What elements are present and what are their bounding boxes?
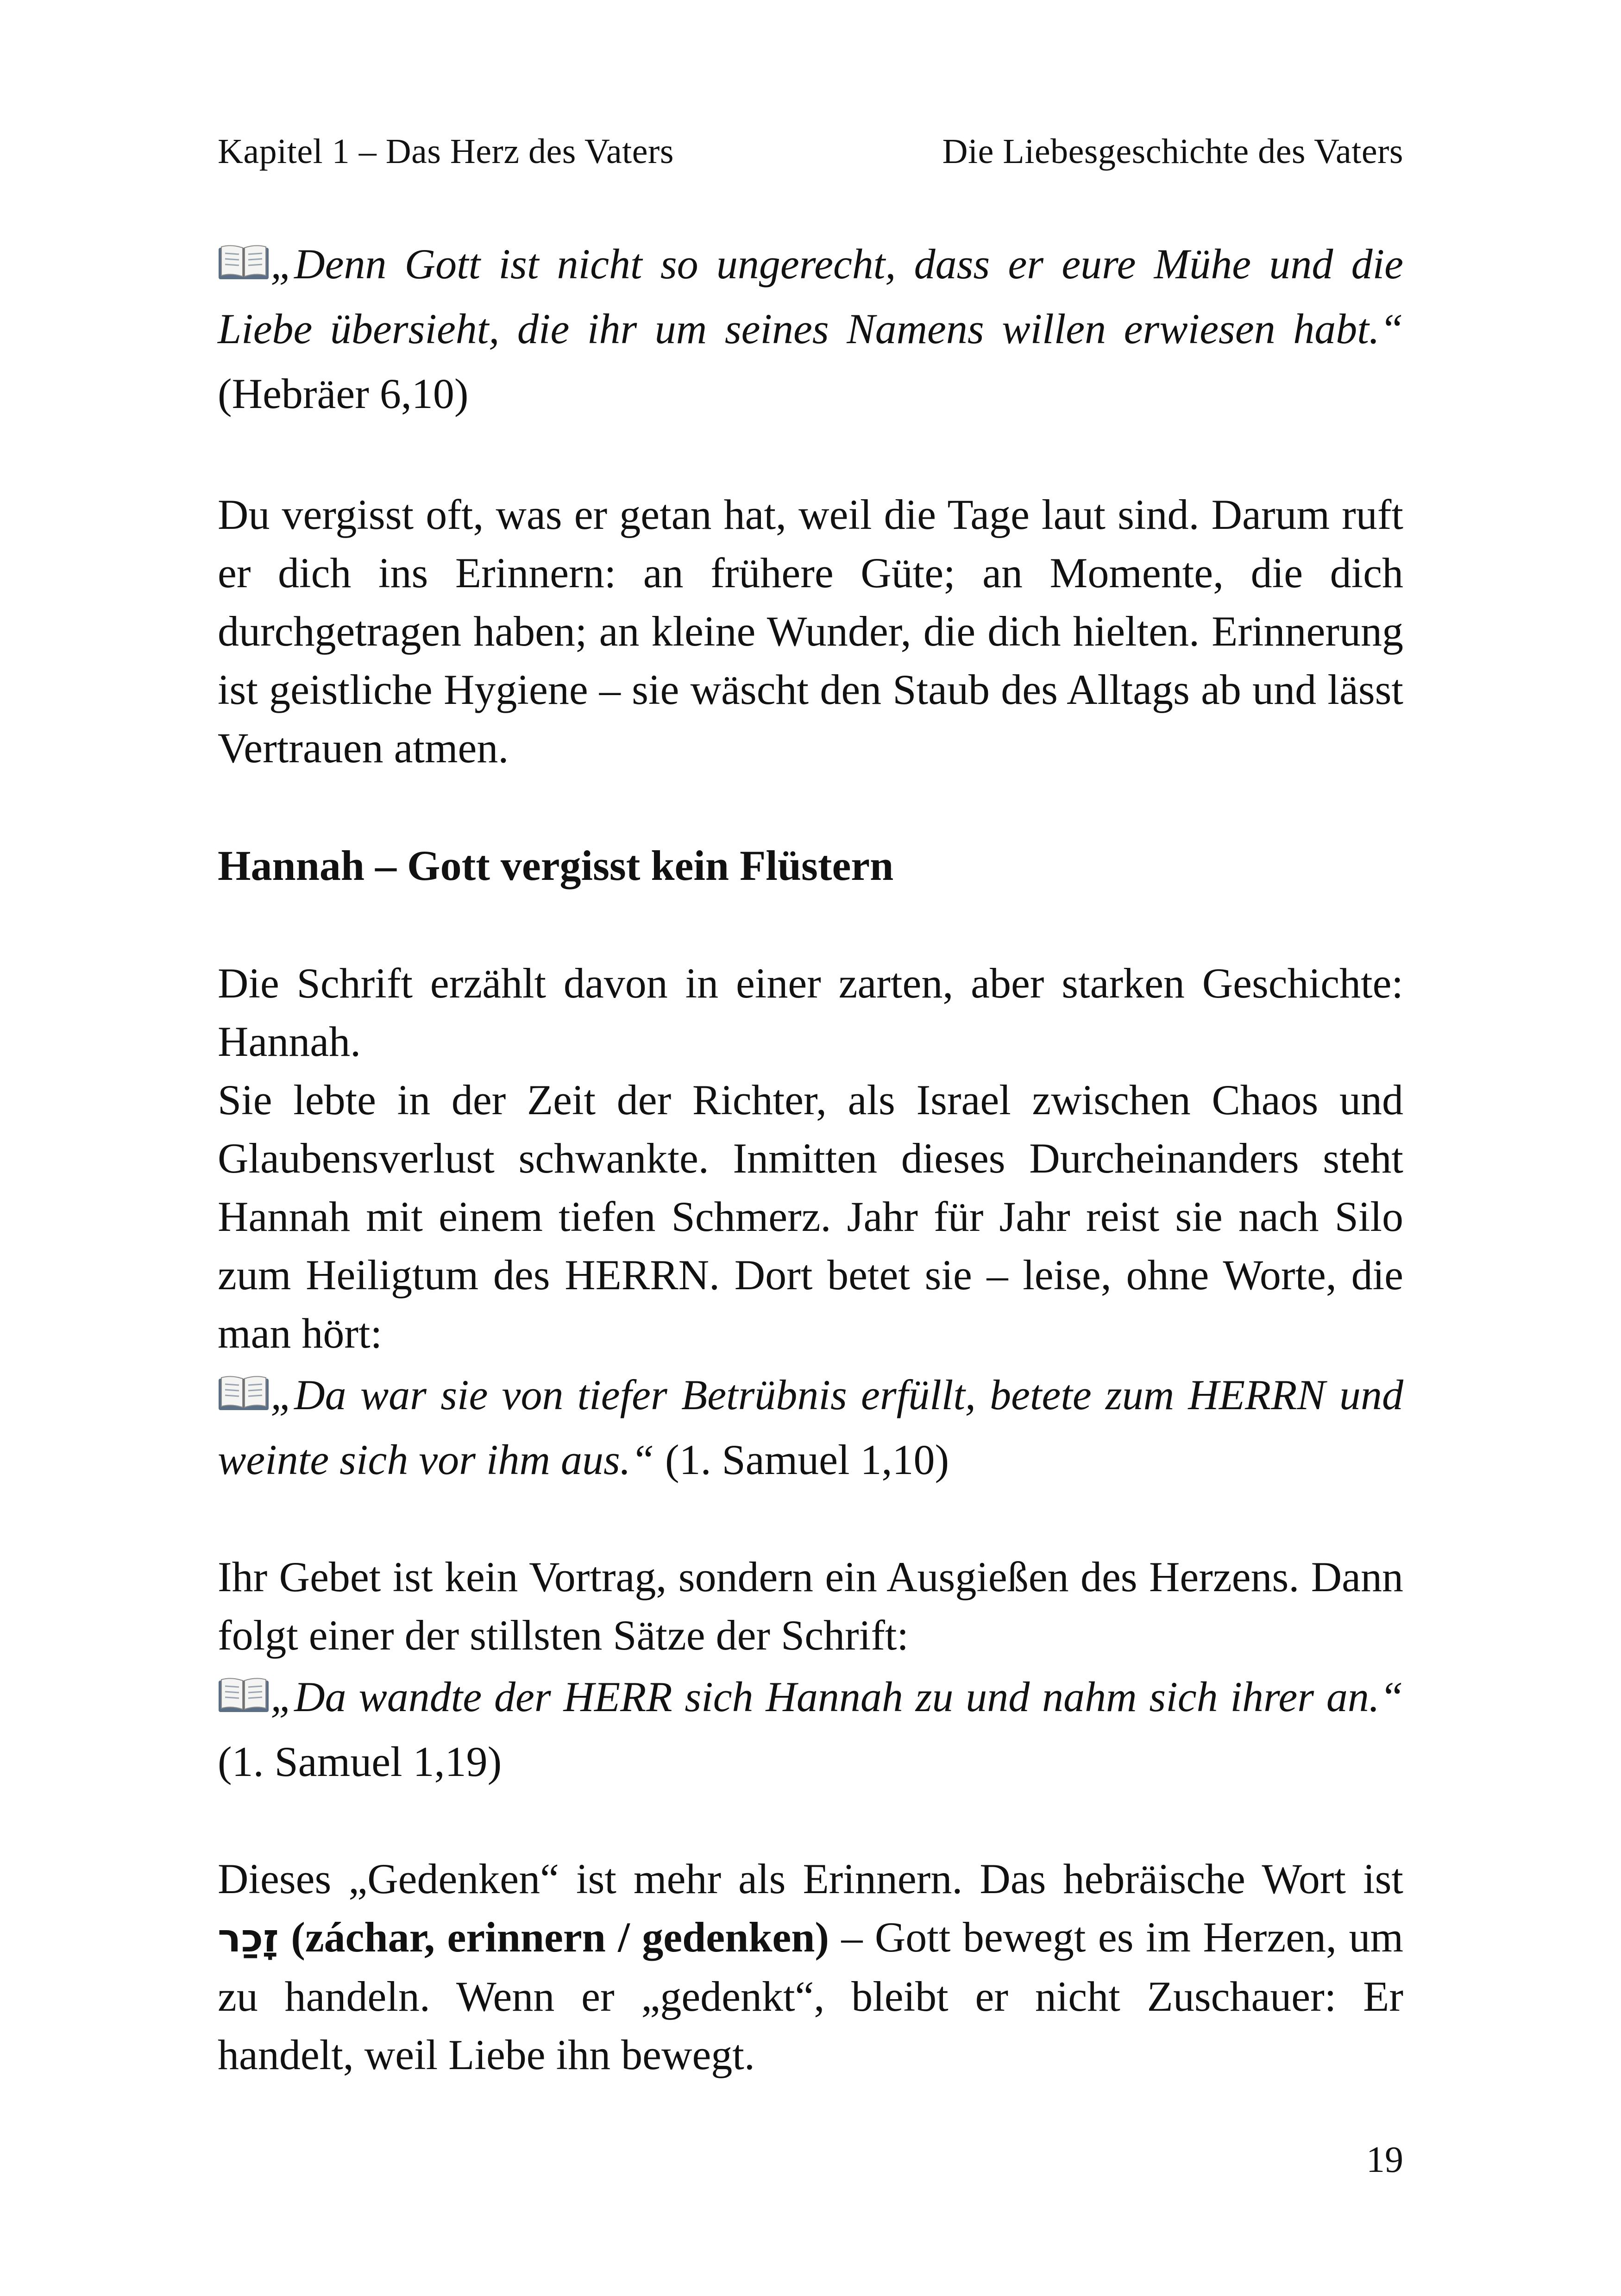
section-heading: Hannah – Gott vergisst kein Flüstern [218,842,894,889]
book-page [218,0,1403,2296]
quote-reference: (Hebräer 6,10) [218,370,469,417]
page-number: 19 [1366,2139,1403,2180]
running-header [218,131,1403,173]
paragraph-intro-hannah: Die Schrift erzählt davon in einer zarten, aber starken Geschichte: Hannah. [218,960,1403,1065]
paragraph-hannah-story: Sie lebte in der Zeit der Richter, als Israel zwischen Chaos und Glaubensverlust schwankte. Inmitten dieses Durcheinanders steht Hannah mit einem tiefen Schmerz. Jahr für Jahr reist sie nach Silo zum Heiligtum des HERRN. Dort betet sie – leise, ohne Worte, die man hört: [218,1076,1403,1357]
paragraph-prayer: Ihr Gebet ist kein Vortrag, sondern ein Ausgießen des Herzens. Dann folgt einer der stillsten Sätze der Schrift: [218,1553,1403,1659]
scripture-quote-samuel-1-19 [218,1664,1403,1794]
hebrew-word: זָכַר [218,1915,279,1961]
open-book-icon [218,1677,270,1714]
quote-verse: „Denn Gott ist nicht so ungerecht, dass er eure Mühe und die Liebe übersieht, die ihr um seines Namens willen erwiesen habt.“ [218,240,1403,352]
quote-reference: (1. Samuel 1,19) [218,1738,502,1785]
quote-reference: (1. Samuel 1,10) [654,1436,949,1483]
header-book-title: Die Liebesgeschichte des Vaters [942,132,1403,171]
header-chapter-title: Kapitel 1 – Das Herz des Vaters [218,132,674,171]
paragraph-zachar [218,1850,1403,2084]
open-book-icon [218,244,270,281]
quote-verse: „Da wandte der HERR sich Hannah zu und nahm sich ihrer an.“ [270,1673,1403,1720]
open-book-icon [218,1375,270,1412]
scripture-quote-hebrews [218,232,1403,426]
page-body [218,232,1403,2084]
zachar-text-before: Dieses „Gedenken“ ist mehr als Erinnern. Das hebräische Wort ist [218,1855,1403,1902]
paragraph-remembering: Du vergisst oft, was er getan hat, weil die Tage laut sind. Darum ruft er dich ins Erinnern: an frühere Güte; an Momente, die dich durchgetragen haben; an kleine Wunder, die dich hielten. Erinnerung ist geistliche Hygiene – sie wäscht den Staub des Alltags ab und lässt Vertrauen atmen. [218,491,1403,772]
zachar-text-after: – Gott bewegt es im Herzen, um zu handeln. Wenn er „gedenkt“, bleibt er nicht Zuschauer: Er handelt, weil Liebe ihn bewegt. [218,1913,1404,2078]
quote-verse: „Da war sie von tiefer Betrübnis erfüllt, betete zum HERRN und weinte sich vor ihm aus.“ [218,1371,1403,1483]
hebrew-gloss: (záchar, erinnern / gedenken) [278,1913,829,1961]
scripture-quote-samuel-1-10 [218,1362,1403,1492]
